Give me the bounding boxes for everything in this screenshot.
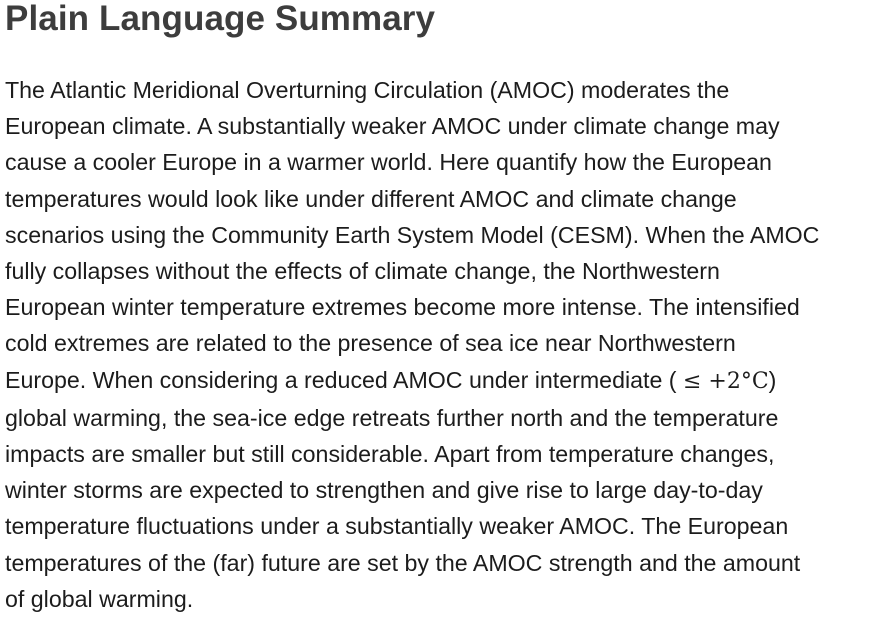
summary-paragraph	[5, 72, 885, 617]
summary-line: European winter temperature extremes become more intense. The intensified	[5, 294, 800, 321]
summary-line: winter storms are expected to strengthen and give rise to large day-to-day	[5, 477, 763, 504]
summary-line: global warming, the sea-ice edge retreats further north and the temperature	[5, 404, 779, 431]
summary-line: The Atlantic Meridional Overturning Circulation (AMOC) moderates the	[5, 77, 730, 103]
summary-line: scenarios using the Community Earth System Model (CESM). When the AMOC	[5, 221, 820, 248]
summary-line-with-math	[5, 362, 885, 400]
summary-line: fully collapses without the effects of climate change, the Northwestern	[5, 258, 720, 285]
summary-line: of global warming.	[5, 585, 194, 612]
section-heading: Plain Language Summary	[5, 0, 436, 38]
summary-line: European climate. A substantially weaker AMOC under climate change may	[5, 113, 780, 140]
summary-line: temperatures would look like under different AMOC and climate change	[5, 185, 737, 212]
warming-threshold-math: ≤ +2°C	[682, 368, 769, 394]
summary-line: temperature fluctuations under a substantially weaker AMOC. The European	[5, 513, 789, 540]
closing-parenthesis: )	[768, 366, 777, 393]
summary-line: cause a cooler Europe in a warmer world. Here quantify how the European	[5, 149, 772, 176]
summary-line-text: Europe. When considering a reduced AMOC under intermediate (	[5, 366, 677, 393]
summary-line: temperatures of the (far) future are set by the AMOC strength and the amount	[5, 549, 801, 576]
summary-line: impacts are smaller but still considerable. Apart from temperature changes,	[5, 441, 775, 468]
summary-line: cold extremes are related to the presence of sea ice near Northwestern	[5, 330, 736, 357]
